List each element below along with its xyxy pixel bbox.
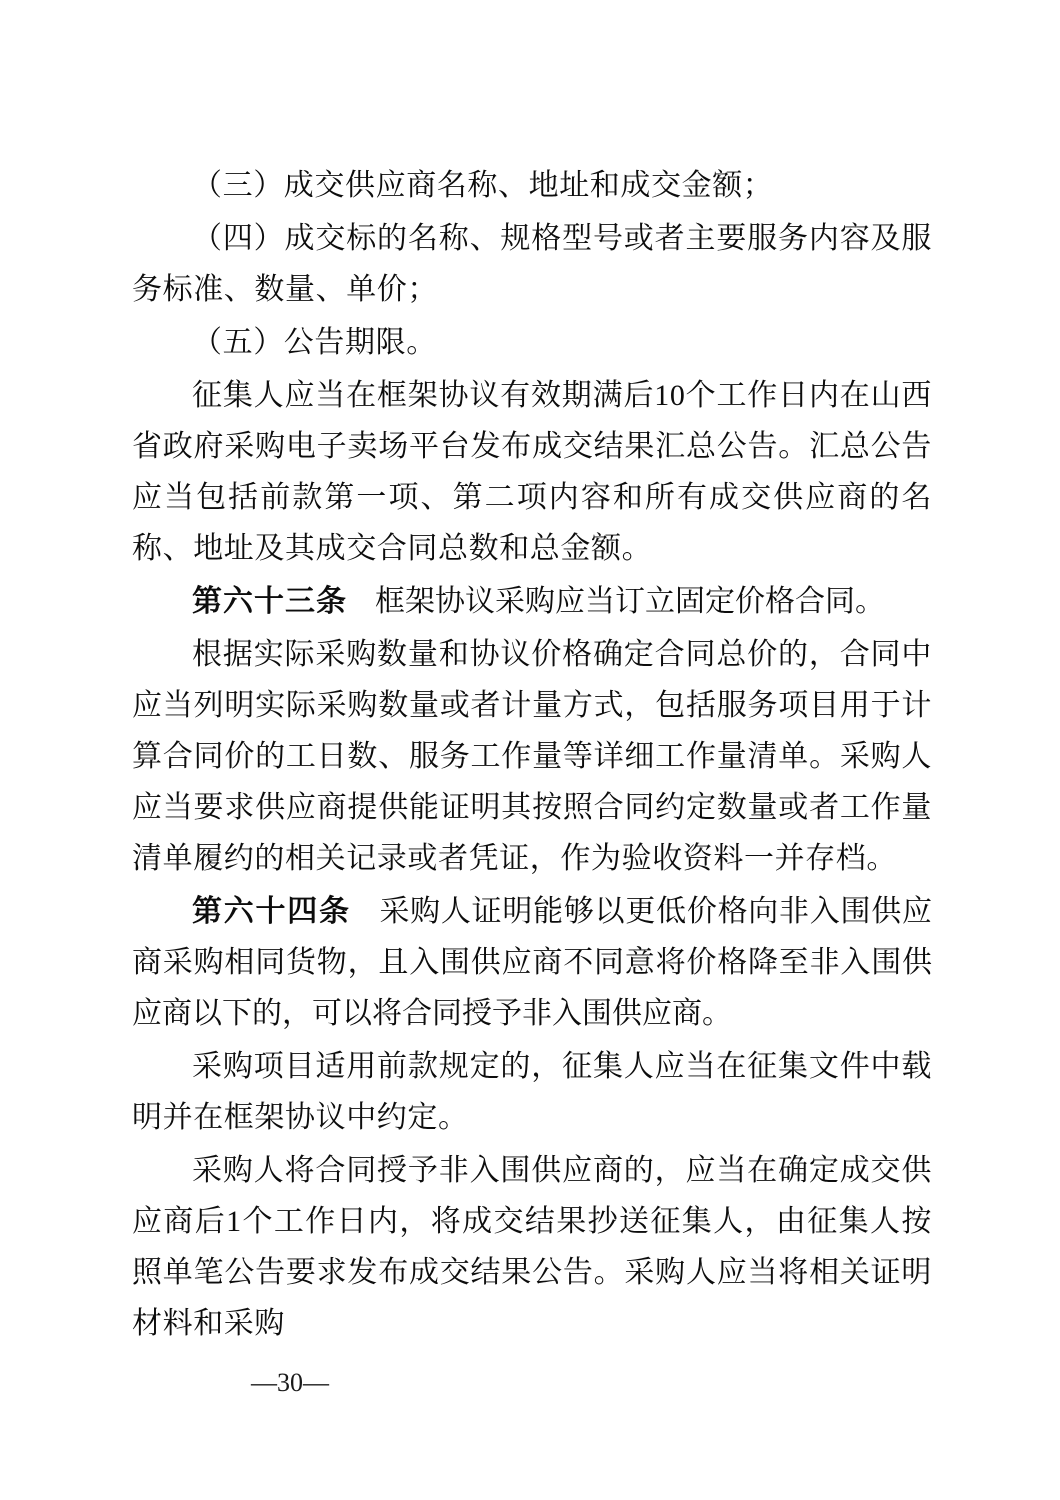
list-item: （四）成交标的名称、规格型号或者主要服务内容及服务标准、数量、单价； xyxy=(132,222,932,306)
article-text: 采购人证明能够以更低价格向非入围供应商采购相同货物，且入围供应商不同意将价格降至非入围供应商以下的，可以将合同授予非入围供应商。 xyxy=(132,895,933,1030)
article-label: 第六十三条 xyxy=(192,585,347,618)
article-63-body: 根据实际采购数量和协议价格确定合同总价的，合同中应当列明实际采购数量或者计量方式，包括服务项目用于计算合同价的工日数、服务工作量等详细工作量清单。采购人应当要求供应商提供能证明其按照合同约定数量或者工作量清单履约的相关记录或者凭证，作为验收资料一并存档。 xyxy=(132,638,932,875)
article-heading-64 xyxy=(132,886,932,1039)
article-heading-63 xyxy=(132,576,932,627)
page-number: —30— xyxy=(251,1368,329,1397)
article-64-body-2: 采购人将合同授予非入围供应商的，应当在确定成交供应商后1个工作日内，将成交结果抄送征集人，由征集人按照单笔公告要求发布成交结果公告。采购人应当将相关证明材料和采购 xyxy=(132,1154,932,1340)
article-label: 第六十四条 xyxy=(192,895,351,928)
page-footer xyxy=(0,1368,1060,1398)
article-64-body-1: 采购项目适用前款规定的，征集人应当在征集文件中载明并在框架协议中约定。 xyxy=(132,1050,932,1134)
list-item: （三）成交供应商名称、地址和成交金额； xyxy=(192,169,774,202)
body-paragraph: 征集人应当在框架协议有效期满后10个工作日内在山西省政府采购电子卖场平台发布成交结果汇总公告。汇总公告应当包括前款第一项、第二项内容和所有成交供应商的名称、地址及其成交合同总数和总金额。 xyxy=(132,379,932,565)
article-text: 框架协议采购应当订立固定价格合同。 xyxy=(375,585,885,618)
page-content xyxy=(132,160,932,1351)
list-item: （五）公告期限。 xyxy=(192,326,437,359)
